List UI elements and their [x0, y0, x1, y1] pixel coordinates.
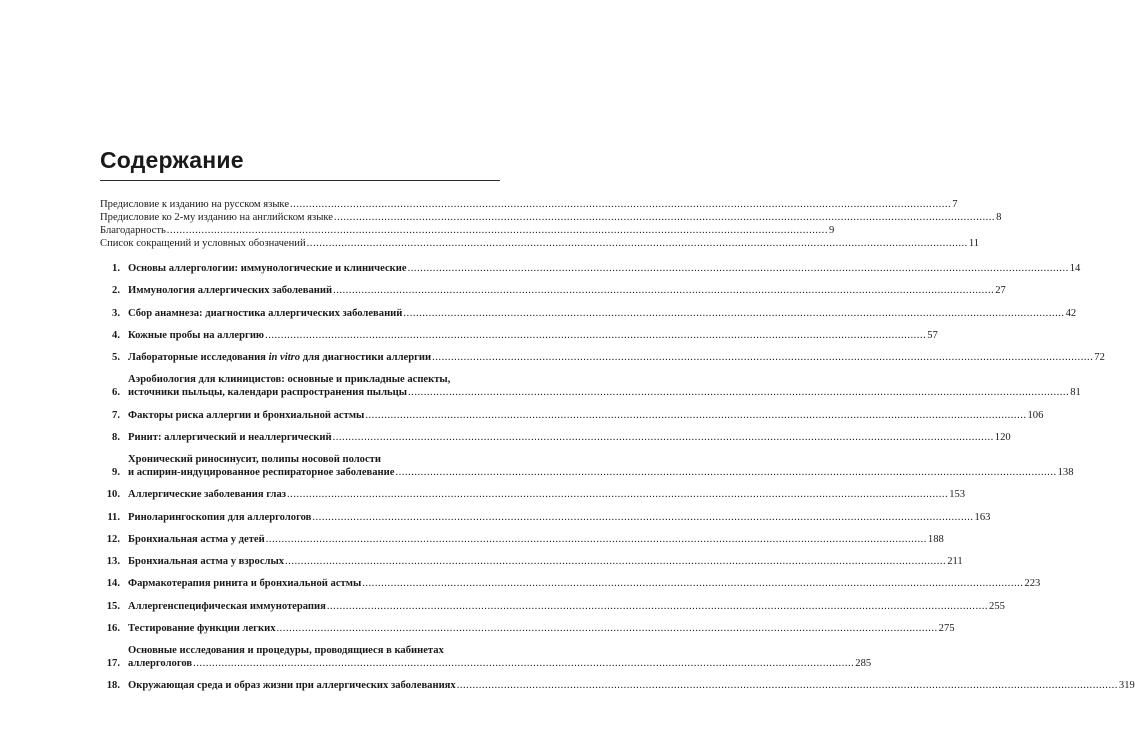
toc-chapter-12[interactable] — [100, 533, 944, 547]
toc-chapter-2[interactable] — [100, 285, 1006, 298]
toc-entry-preface-russian[interactable] — [100, 199, 958, 212]
toc-entry-label: Предисловие к изданию на русском языке — [100, 199, 290, 210]
chapter-number: 16. — [106, 623, 120, 635]
dot-leader — [327, 601, 988, 614]
chapter-number: 18. — [106, 680, 120, 692]
toc-page-number: 138 — [1057, 466, 1074, 478]
toc-page-number: 319 — [1118, 680, 1135, 692]
chapter-number: 8. — [112, 431, 120, 443]
toc-page-number: 7 — [952, 199, 958, 210]
chapter-number: 4. — [112, 329, 120, 341]
dot-leader — [287, 489, 948, 502]
dot-leader — [333, 285, 994, 298]
toc-chapter-18[interactable] — [100, 680, 1135, 693]
toc-chapter-3[interactable] — [100, 307, 1077, 321]
toc-page-number: 285 — [855, 658, 872, 670]
toc-chapter-16[interactable] — [100, 623, 955, 636]
dot-leader — [333, 432, 994, 445]
dot-leader — [395, 467, 1056, 480]
dot-leader — [277, 623, 938, 636]
chapter-title-italic: in vitro — [268, 352, 301, 364]
toc-chapter-6[interactable] — [100, 374, 1081, 400]
dot-leader — [285, 556, 946, 569]
chapter-title — [128, 352, 431, 365]
toc-entry-acknowledgements[interactable] — [100, 224, 835, 238]
chapter-title: Тестирование функции легких — [128, 623, 276, 635]
chapter-title-part: для диагностики аллергии — [300, 352, 432, 364]
chapter-title: Ринит: аллергический и неаллергический — [128, 431, 332, 443]
toc-page-number: 8 — [996, 211, 1002, 223]
dot-leader — [266, 534, 927, 547]
dot-leader — [167, 225, 828, 238]
chapter-number: 10. — [106, 489, 120, 501]
dot-leader — [307, 238, 968, 251]
dot-leader — [193, 658, 854, 671]
toc-entry-label: Благодарность — [100, 224, 166, 236]
dot-leader — [312, 512, 973, 525]
toc-page-number: 11 — [968, 237, 980, 249]
toc-page-number: 9 — [828, 224, 835, 236]
toc-page-number: 255 — [989, 600, 1005, 612]
toc-chapter-15[interactable] — [100, 600, 1005, 614]
toc-chapter-9[interactable] — [100, 454, 1074, 480]
toc-page-number: 211 — [947, 556, 963, 568]
chapter-title-line: Аэробиология для клиницистов: основные и прикладные аспекты, — [128, 374, 451, 386]
dot-leader — [265, 330, 926, 343]
toc-entry-label: Список сокращений и условных обозначений — [100, 237, 306, 249]
toc-page-number: 81 — [1070, 387, 1081, 399]
toc-chapter-7[interactable] — [100, 409, 1044, 423]
toc-chapter-17[interactable] — [100, 645, 872, 671]
dot-leader — [290, 199, 951, 212]
toc-chapter-13[interactable] — [100, 556, 963, 569]
chapter-title: и аспирин-индуцированное респираторное заболевание — [128, 466, 395, 478]
chapter-title-part: Лабораторные исследования — [128, 352, 269, 364]
chapter-number: 2. — [112, 285, 120, 297]
toc-page-number: 188 — [927, 533, 944, 545]
toc-page-number: 275 — [938, 623, 955, 635]
chapter-title: Фармакотерапия ринита и бронхиальной астмы — [128, 578, 362, 590]
toc-entry-abbreviations[interactable] — [100, 237, 980, 251]
chapter-title: Аллергические заболевания глаз — [128, 489, 287, 501]
toc-chapter-14[interactable] — [100, 578, 1041, 591]
chapter-title-line: Основные исследования и процедуры, проводящиеся в кабинетах — [128, 645, 444, 657]
dot-leader — [432, 352, 1093, 365]
chapter-title-line: Хронический риносинусит, полипы носовой полости — [128, 454, 381, 466]
page-title: Содержание — [100, 147, 244, 173]
chapter-title: Основы аллергологии: иммунологические и клинические — [128, 263, 407, 274]
chapter-number: 1. — [112, 263, 120, 274]
toc-chapter-11[interactable] — [100, 511, 991, 525]
chapter-title: Окружающая среда и образ жизни при аллергических заболеваниях — [128, 680, 456, 692]
dot-leader — [457, 680, 1118, 693]
chapter-title: Иммунология аллергических заболеваний — [128, 285, 333, 297]
toc-chapter-5[interactable] — [100, 352, 1105, 365]
dot-leader — [365, 410, 1026, 423]
toc-entry-preface-english[interactable] — [100, 211, 1002, 225]
chapter-title: Аллергенспецифическая иммунотерапия — [128, 600, 326, 612]
chapter-title: Бронхиальная астма у детей — [128, 533, 265, 545]
chapter-number: 7. — [112, 409, 120, 421]
toc-page-number: 153 — [949, 489, 966, 501]
dot-leader — [408, 263, 1069, 276]
toc-page-number: 57 — [927, 329, 938, 341]
chapter-number: 3. — [112, 307, 120, 319]
front-matter-list — [100, 199, 1002, 251]
chapter-title: Факторы риска аллергии и бронхиальной астмы — [128, 409, 365, 421]
chapter-list — [100, 263, 1135, 703]
chapter-number: 6. — [112, 387, 120, 399]
toc-page-number: 14 — [1069, 263, 1081, 274]
toc-page-number: 27 — [995, 285, 1006, 297]
toc-entry-label: Предисловие ко 2-му изданию на английском языке — [100, 211, 333, 223]
chapter-number: 17. — [106, 658, 120, 670]
toc-chapter-10[interactable] — [100, 489, 966, 502]
dot-leader — [408, 387, 1069, 400]
dot-leader — [334, 212, 995, 225]
chapter-title: источники пыльцы, календари распространения пыльцы — [128, 387, 408, 399]
toc-chapter-8[interactable] — [100, 431, 1011, 445]
title-rule — [100, 180, 500, 181]
dot-leader — [403, 308, 1064, 321]
toc-page-number: 106 — [1027, 409, 1044, 421]
chapter-title: Бронхиальная астма у взрослых — [128, 556, 285, 568]
chapter-number: 12. — [106, 533, 120, 545]
chapter-number: 9. — [112, 466, 120, 478]
chapter-number: 15. — [106, 600, 120, 612]
toc-page-number: 163 — [974, 511, 991, 523]
toc-chapter-4[interactable] — [100, 329, 938, 343]
chapter-title: аллергологов — [128, 658, 193, 670]
toc-page-number: 223 — [1024, 578, 1041, 590]
toc-page-number: 42 — [1065, 307, 1077, 319]
chapter-title: Сбор анамнеза: диагностика аллергических заболеваний — [128, 307, 403, 319]
chapter-title: Риноларингоскопия для аллергологов — [128, 511, 312, 523]
toc-chapter-1[interactable] — [100, 263, 1081, 276]
chapter-number: 5. — [112, 352, 120, 364]
chapter-number: 14. — [106, 578, 120, 590]
toc-page-number: 120 — [994, 431, 1011, 443]
chapter-number: 13. — [106, 556, 120, 568]
toc-page-number: 72 — [1094, 352, 1105, 364]
chapter-title: Кожные пробы на аллергию — [128, 329, 265, 341]
chapter-number: 11. — [107, 511, 120, 523]
dot-leader — [362, 578, 1023, 591]
